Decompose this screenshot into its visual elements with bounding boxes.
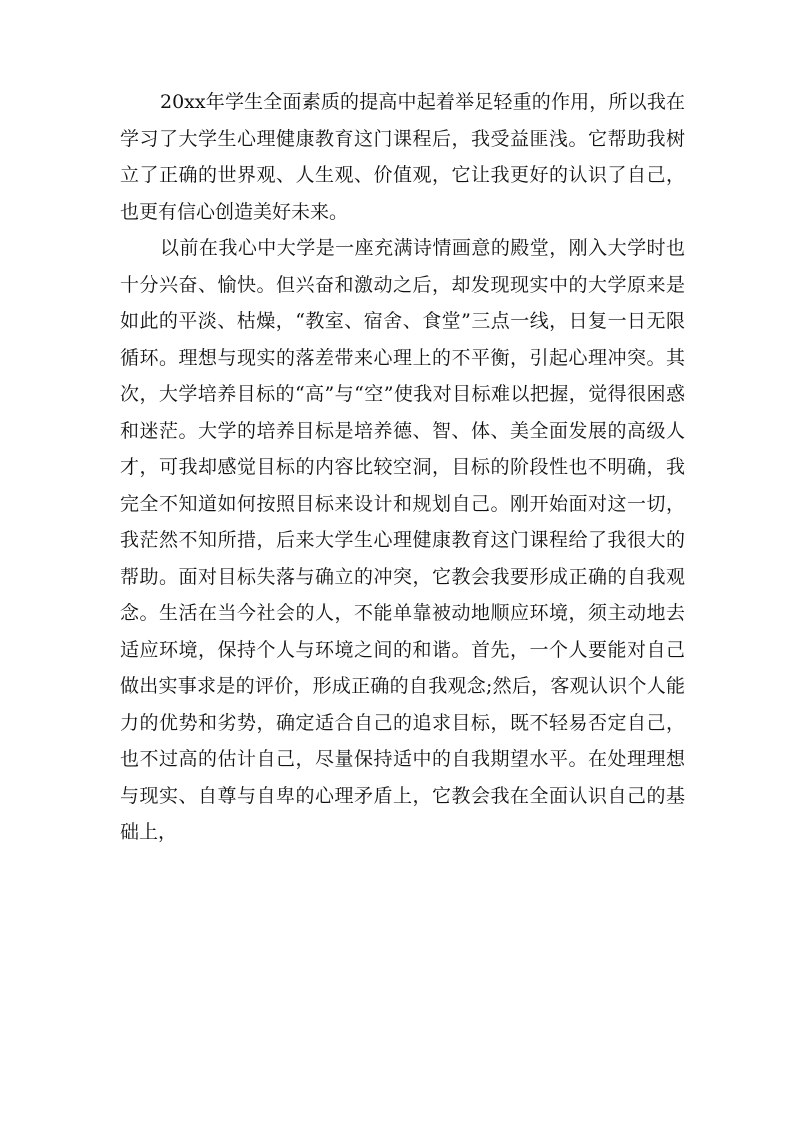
document-body — [120, 84, 685, 851]
paragraph-intro: 20xx年学生全面素质的提高中起着举足轻重的作用，所以我在学习了大学生心理健康教育这门课程后，我受益匪浅。它帮助我树立了正确的世界观、人生观、价值观，它让我更好的认识了自己，也更有信心创造美好未来。 — [120, 91, 685, 223]
paragraph-college-experience: 以前在我心中大学是一座充满诗情画意的殿堂，刚入大学时也十分兴奋、愉快。但兴奋和激动之后，却发现现实中的大学原来是如此的平淡、枯燥，“教室、宿舍、食堂”三点一线，日复一日无限循环。理想与现实的落差带来心理上的不平衡，引起心理冲突。其次，大学培养目标的“高”与“空”使我对目标难以把握，觉得很困惑和迷茫。大学的培养目标是培养德、智、体、美全面发展的高级人才，可我却感觉目标的内容比较空洞，目标的阶段性也不明确，我完全不知道如何按照目标来设计和规划自己。刚开始面对这一切，我茫然不知所措，后来大学生心理健康教育这门课程给了我很大的帮助。面对目标失落与确立的冲突，它教会我要形成正确的自我观念。生活在当今社会的人，不能单靠被动地顺应环境，须主动地去适应环境，保持个人与环境之间的和谐。首先，一个人要能对自己做出实事求是的评价，形成正确的自我观念;然后，客观认识个人能力的优势和劣势，确定适合自己的追求目标，既不轻易否定自己，也不过高的估计自己，尽量保持适中的自我期望水平。在处理理想与现实、自尊与自卑的心理矛盾上，它教会我在全面认识自己的基础上， — [120, 237, 685, 843]
